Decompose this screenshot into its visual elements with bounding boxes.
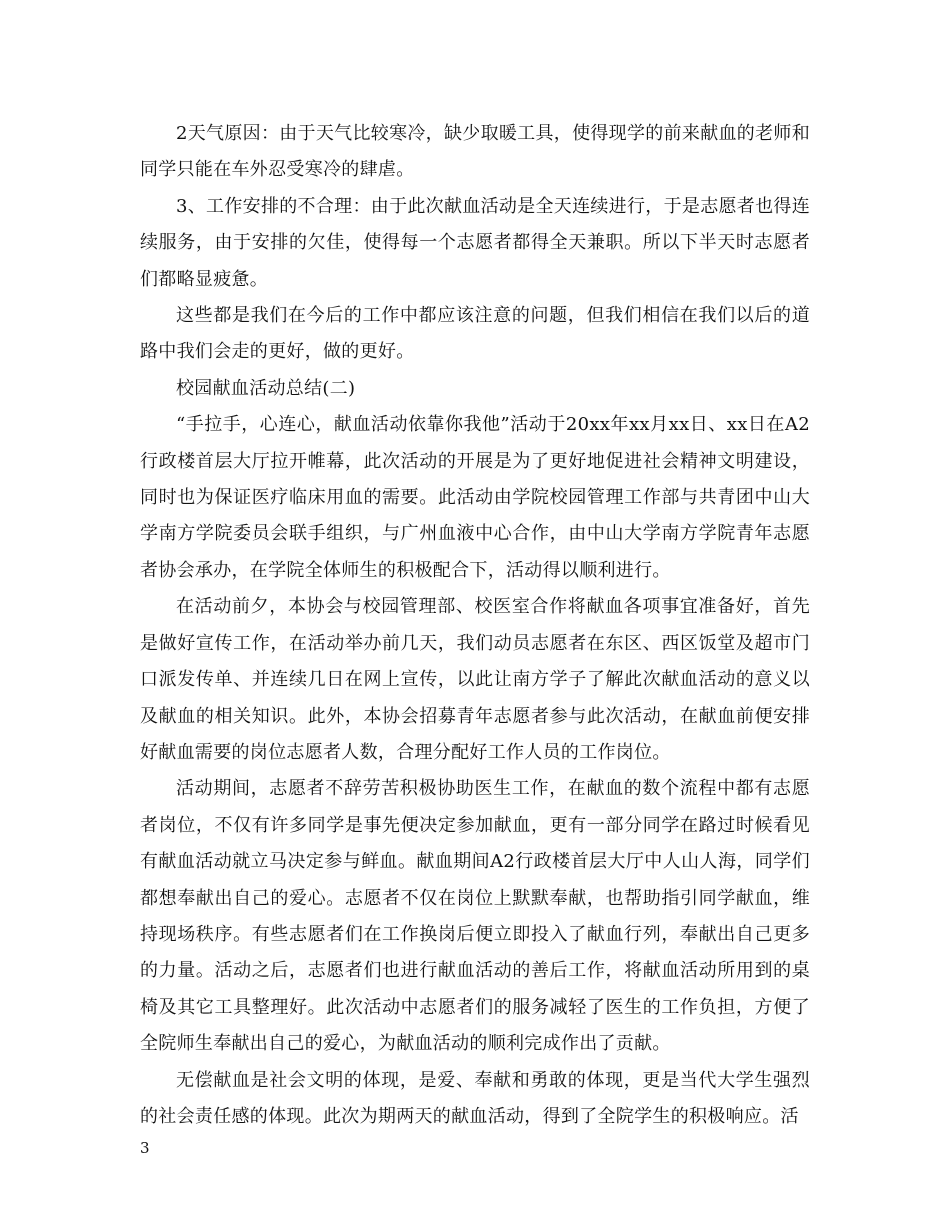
paragraph-conclusion: 无偿献血是社会文明的体现，是爱、奉献和勇敢的体现，更是当代大学生强烈的社会责任感的体现。此次为期两天的献血活动，得到了全院学生的积极响应。活 [140, 1069, 810, 1127]
section-heading: 校园献血活动总结(二) [176, 377, 356, 399]
paragraph-work-arrangement: 3、工作安排的不合理：由于此次献血活动是全天连续进行，于是志愿者也得连续服务，由于安排的欠佳，使得每一个志愿者都得全天兼职。所以下半天时志愿者们都略显疲惫。 [140, 195, 810, 290]
document-body [140, 116, 810, 1135]
paragraph-weather-reason: 2天气原因：由于天气比较寒冷，缺少取暖工具，使得现学的前来献血的老师和同学只能在车外忍受寒冷的肆虐。 [140, 123, 810, 181]
paragraph-lessons: 这些都是我们在今后的工作中都应该注意的问题，但我们相信在我们以后的道路中我们会走的更好，做的更好。 [140, 305, 810, 363]
paragraph-during-event: 活动期间，志愿者不辞劳苦积极协助医生工作，在献血的数个流程中都有志愿者岗位，不仅有许多同学是事先便决定参加献血，更有一部分同学在路过时候看见有献血活动就立马决定参与鲜血。献血期间A2行政楼首层大厅中人山人海，同学们都想奉献出自己的爱心。志愿者不仅在岗位上默默奉献，也帮助指引同学献血，维持现场秩序。有些志愿者们在工作换岗后便立即投入了献血行列，奉献出自己更多的力量。活动之后，志愿者们也进行献血活动的善后工作，将献血活动所用到的桌椅及其它工具整理好。此次活动中志愿者们的服务减轻了医生的工作负担，方便了全院师生奉献出自己的爱心，为献血活动的顺利完成作出了贡献。 [140, 778, 810, 1055]
paragraph-preparation: 在活动前夕，本协会与校园管理部、校医室合作将献血各项事宜准备好，首先是做好宣传工作，在活动举办前几天，我们动员志愿者在东区、西区饭堂及超市门口派发传单、并连续几日在网上宣传，以此让南方学子了解此次献血活动的意义以及献血的相关知识。此外，本协会招募青年志愿者参与此次活动，在献血前便安排好献血需要的岗位志愿者人数，合理分配好工作人员的工作岗位。 [140, 596, 810, 763]
paragraph-event-intro: “手拉手，心连心，献血活动依靠你我他”活动于20xx年xx月xx日、xx日在A2行政楼首层大厅拉开帷幕，此次活动的开展是为了更好地促进社会精神文明建设，同时也为保证医疗临床用血的需要。此活动由学院校园管理工作部与共青团中山大学南方学院委员会联手组织，与广州血液中心合作，由中山大学南方学院青年志愿者协会承办，在学院全体师生的积极配合下，活动得以顺利进行。 [140, 414, 810, 581]
page-number: 3 [140, 1139, 150, 1157]
